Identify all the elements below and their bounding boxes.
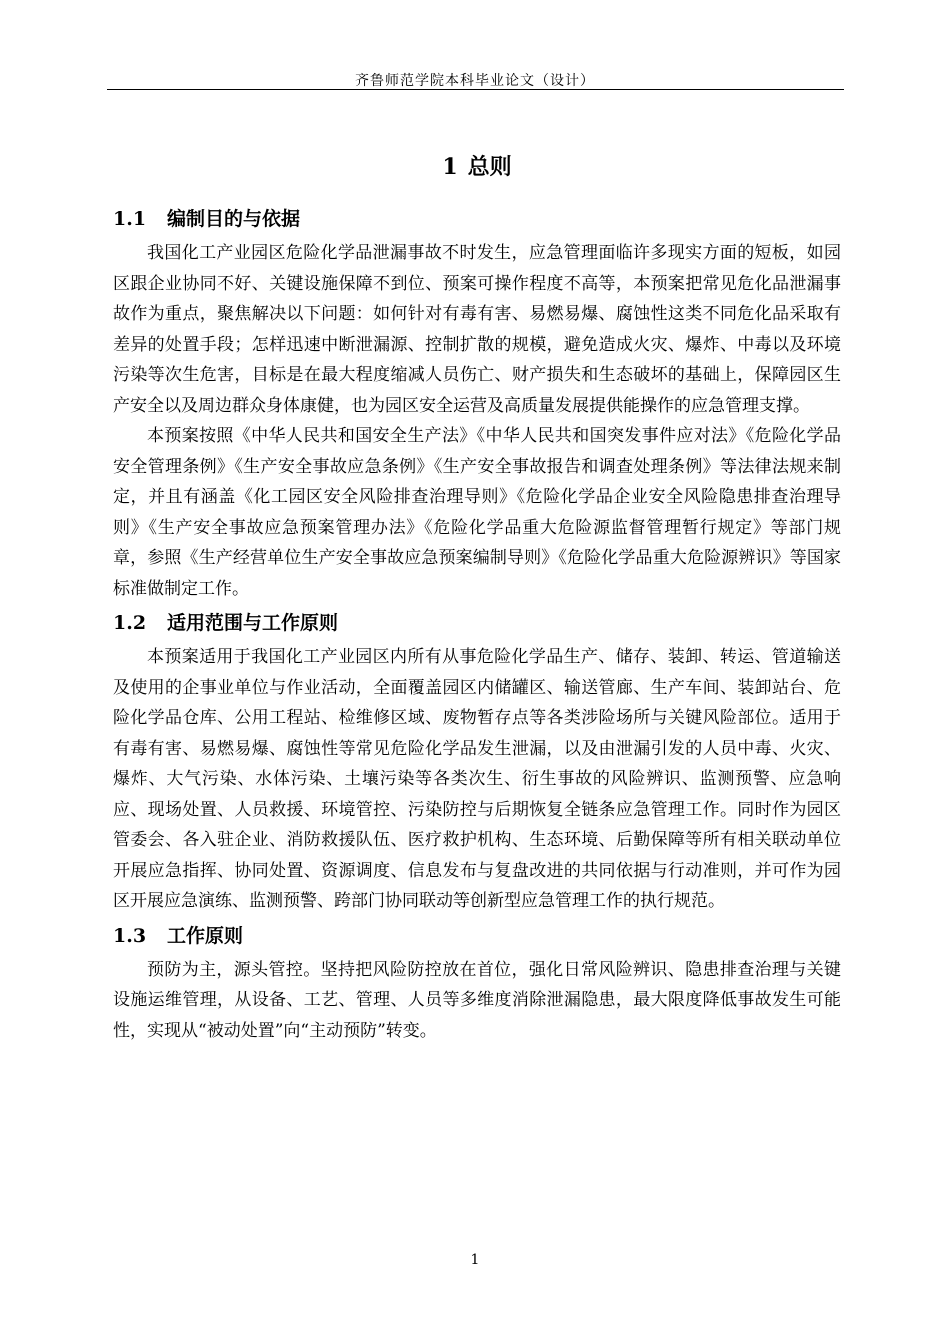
section-heading bbox=[113, 200, 841, 238]
section-title-text: 编制目的与依据 bbox=[167, 208, 301, 230]
paragraph: 我国化工产业园区危险化学品泄漏事故不时发生，应急管理面临许多现实方面的短板，如园区跟企业协同不好、关键设施保障不到位、预案可操作程度不高等，本预案把常见危化品泄漏事故作为重点，聚焦解决以下问题：如何针对有毒有害、易燃易爆、腐蚀性这类不同危化品采取有差异的处置手段；怎样迅速中断泄漏源、控制扩散的规模，避免造成火灾、爆炸、中毒以及环境污染等次生危害，目标是在最大程度缩减人员伤亡、财产损失和生态破坏的基础上，保障园区生产安全以及周边群众身体康健，也为园区安全运营及高质量发展提供能操作的应急管理支撑。 bbox=[113, 243, 841, 416]
paragraph: 预防为主，源头管控。坚持把风险防控放在首位，强化日常风险辨识、隐患排查治理与关键设施运维管理，从设备、工艺、管理、人员等多维度消除泄漏隐患，最大限度降低事故发生可能性，实现从“被动处置”向“主动预防”转变。 bbox=[113, 959, 841, 1041]
paragraph: 本预案按照《中华人民共和国安全生产法》《中华人民共和国突发事件应对法》《危险化学品安全管理条例》《生产安全事故应急条例》《生产安全事故报告和调查处理条例》等法律法规来制定，并且有涵盖《化工园区安全风险排查治理导则》《危险化学品企业安全风险隐患排查治理导则》《生产安全事故应急预案管理办法》《危险化学品重大危险源监督管理暂行规定》等部门规章，参照《生产经营单位生产安全事故应急预案编制导则》《危险化学品重大危险源辨识》等国家标准做制定工作。 bbox=[113, 426, 841, 599]
section-number: 1.3 bbox=[113, 924, 147, 947]
section-1-2 bbox=[113, 604, 841, 917]
chapter-title bbox=[113, 147, 841, 188]
section-heading bbox=[113, 604, 841, 642]
section-1-1 bbox=[113, 200, 841, 604]
chapter-title-text: 总则 bbox=[467, 155, 512, 180]
running-header: 齐鲁师范学院本科毕业论文（设计） bbox=[355, 73, 595, 89]
section-1-3 bbox=[113, 917, 841, 1047]
chapter-number: 1 bbox=[442, 154, 458, 180]
paragraph: 本预案适用于我国化工产业园区内所有从事危险化学品生产、储存、装卸、转运、管道输送及使用的企事业单位与作业活动，全面覆盖园区内储罐区、输送管廊、生产车间、装卸站台、危险化学品仓库、公用工程站、检维修区域、废物暂存点等各类涉险场所与关键风险部位。适用于有毒有害、易燃易爆、腐蚀性等常见危险化学品发生泄漏，以及由泄漏引发的人员中毒、火灾、爆炸、大气污染、水体污染、土壤污染等各类次生、衍生事故的风险辨识、监测预警、应急响应、现场处置、人员救援、环境管控、污染防控与后期恢复全链条应急管理工作。同时作为园区管委会、各入驻企业、消防救援队伍、医疗救护机构、生态环境、后勤保障等所有相关联动单位开展应急指挥、协同处置、资源调度、信息发布与复盘改进的共同依据与行动准则，并可作为园区开展应急演练、监测预警、跨部门协同联动等创新型应急管理工作的执行规范。 bbox=[113, 647, 841, 911]
page-number: 1 bbox=[470, 1252, 480, 1268]
section-title-text: 适用范围与工作原则 bbox=[167, 612, 339, 634]
section-heading bbox=[113, 917, 841, 955]
header-divider bbox=[107, 89, 844, 90]
section-number: 1.2 bbox=[113, 612, 147, 634]
section-title-text: 工作原则 bbox=[167, 924, 244, 947]
page-body bbox=[113, 147, 841, 1046]
section-number: 1.1 bbox=[113, 208, 147, 230]
